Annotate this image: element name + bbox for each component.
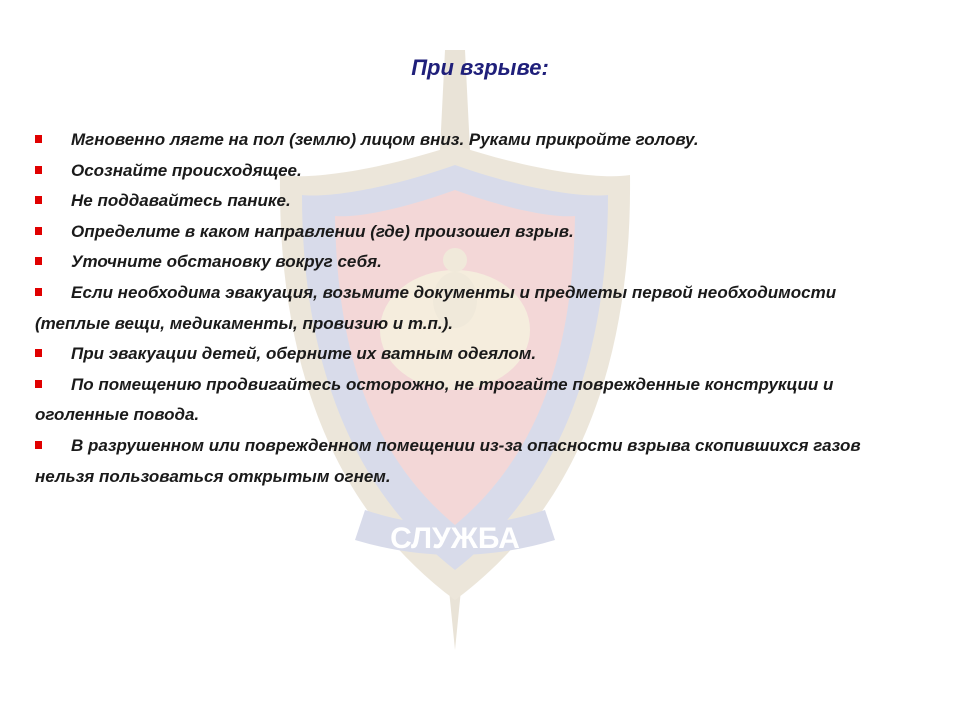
bullet-list	[35, 125, 905, 492]
bullet-square-icon	[35, 196, 42, 204]
list-item-text: При эвакуации детей, оберните их ватным одеялом.	[71, 344, 537, 364]
list-item-text: Уточните обстановку вокруг себя.	[71, 252, 382, 272]
bullet-square-icon	[35, 288, 42, 296]
bullet-square-icon	[35, 441, 42, 449]
list-item-text: Если необходима эвакуация, возьмите документы и предметы первой необходимости (теплые вещи, медикаменты, провизию и т.п.).	[35, 282, 837, 333]
bullet-square-icon	[35, 135, 42, 143]
list-item	[35, 339, 905, 370]
list-item-text: Осознайте происходящее.	[71, 160, 302, 180]
bullet-square-icon	[35, 349, 42, 357]
slide-title: При взрыве:	[411, 55, 549, 80]
list-item-text: Определите в каком направлении (где) произошел взрыв.	[71, 221, 574, 241]
bullet-square-icon	[35, 166, 42, 174]
list-item	[35, 186, 905, 217]
bullet-square-icon	[35, 257, 42, 265]
list-item	[35, 370, 905, 431]
list-item-text: По помещению продвигайтесь осторожно, не трогайте поврежденные конструкции и оголенные повода.	[35, 374, 834, 425]
bullet-square-icon	[35, 380, 42, 388]
list-item	[35, 247, 905, 278]
bullet-square-icon	[35, 227, 42, 235]
list-item	[35, 278, 905, 339]
list-item-text: Не поддавайтесь панике.	[71, 191, 291, 211]
list-item	[35, 217, 905, 248]
list-item	[35, 431, 905, 492]
watermark-label: СЛУЖБА	[390, 522, 520, 555]
list-item	[35, 156, 905, 187]
list-item-text: Мгновенно лягте на пол (землю) лицом вниз. Руками прикройте голову.	[71, 130, 699, 149]
list-item-text: В разрушенном или поврежденном помещении из-за опасности взрыва скопившихся газов нельзя пользоваться открытым огнем.	[35, 435, 861, 486]
list-item	[35, 125, 905, 156]
